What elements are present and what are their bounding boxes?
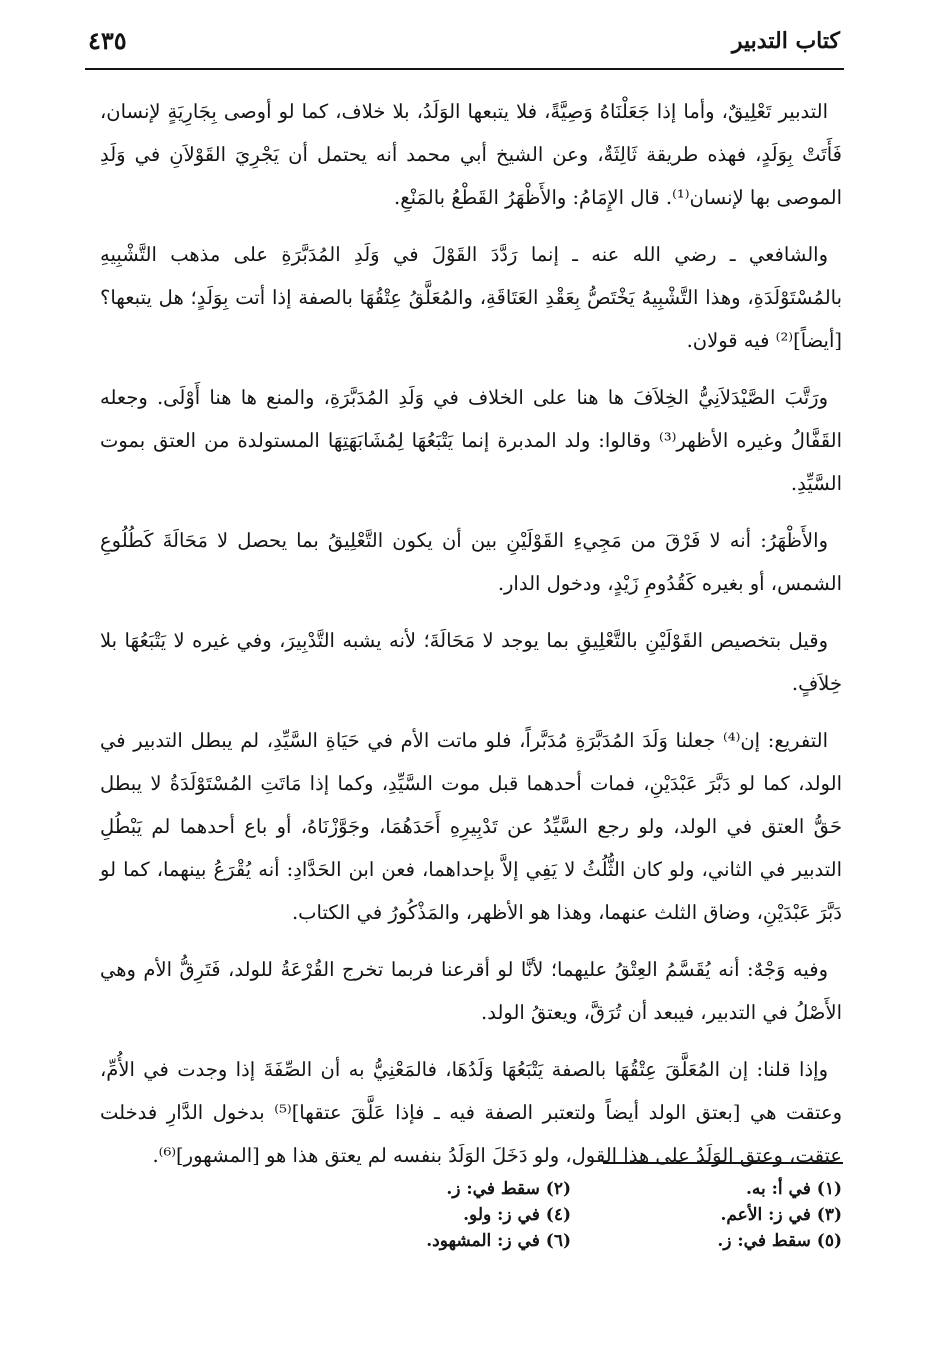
footnote-row (300, 1202, 842, 1228)
paragraph: التدبير تَعْلِيقٌ، وأما إذا جَعَلْنَاهُ وَصِيَّةً، فلا يتبعها الوَلَدُ، بلا خلاف، كما لو أوصى بِجَارِيَةٍ لإنسان، فَأَتَتْ بِوَلَدٍ، فهذه طريقة ثَالِثَةٌ، وعن الشيخ أبي محمد أنه يحتمل أن يَجْرِيَ القَوْلاَنِ في وَلَدِ الموصى بها لإنسان⁽¹⁾. قال الإِمَامُ: والأَظْهَرُ القَطْعُ بالمَنْعِ. (100, 100, 842, 209)
footnote-row (300, 1228, 842, 1254)
footnote: (١) في أ: به. (745, 1179, 842, 1199)
page-number: ٤٣٥ (88, 26, 127, 55)
header-divider (85, 68, 844, 70)
footnote: (٣) في ز: الأعم. (720, 1205, 842, 1225)
paragraph: وفيه وَجْهٌ: أنه يُقَسَّمُ العِتْقُ عليهما؛ لأنَّا لو أقرعنا فربما تخرج القُرْعَةُ للولد، فَتَرِقُّ الأم وهي الأَصْلُ في التدبير، فيبعد أن تُرَقَّ، ويعتقُ الولد. (100, 958, 842, 1024)
paragraph: وقيل بتخصيص القَوْلَيْنِ بالتَّعْلِيقِ بما يوجد لا مَحَالَةَ؛ لأنه يشبه التَّدْبِيرَ، وفي غيره لا يَتْبَعُهَا بلا خِلاَفٍ. (100, 629, 842, 695)
paragraph: التفريع: إن⁽⁴⁾ جعلنا وَلَدَ المُدَبَّرَةِ مُدَبَّراً، فلو ماتت الأم في حَيَاةِ السَّيِّدِ، لم يبطل التدبير في الولد، كما لو دَبَّرَ عَبْدَيْنِ، فمات أحدهما قبل موت السَّيِّدِ، وكما إذا مَاتَتِ المُسْتَوْلَدَةُ لا يبطل حَقُّ العتق في الولد، ولو رجع السَّيِّدُ عن تَدْبِيرِهِ أَحَدَهُمَا، وجَوَّزْنَاهُ، أو باع أحدهما لم يَبْطُلِ التدبير في الثاني، ولو كان الثُّلُثُ لا يَفِي إلاَّ بإحداهما، فعن ابن الحَدَّادِ: أنه يُقْرَعُ بينهما، كما لو دَبَّرَ عَبْدَيْنِ، وضاق الثلث عنهما، وهذا هو الأظهر، والمَذْكُورُ في الكتاب. (100, 729, 842, 924)
footnote: (٤) في ز: ولو. (463, 1205, 571, 1225)
main-text (100, 90, 842, 1191)
running-header-title: كتاب التدبير (731, 28, 840, 54)
footnote-divider (603, 1162, 843, 1164)
footnote: (٦) في ز: المشهود. (426, 1231, 571, 1251)
footnote: (٥) سقط في: ز. (717, 1231, 842, 1251)
paragraph: والشافعي ـ رضي الله عنه ـ إنما رَدَّدَ القَوْلَ في وَلَدِ المُدَبَّرَةِ على مذهب التَّشْبِيهِ بالمُسْتَوْلَدَةِ، وهذا التَّشْبِيهُ يَخْتَصُّ بِعَقْدِ العَتَاقَةِ، والمُعَلَّقُ عِتْقُهَا بالصفة إذا أتت بِوَلَدٍ؛ هل يتبعها؟ [أيضاً]⁽²⁾ فيه قولان. (100, 243, 842, 352)
paragraph: ورَتَّبَ الصَّيْدَلاَنِيُّ الخِلاَفَ ها هنا على الخلاف في وَلَدِ المُدَبَّرَةِ، والمنع ها هنا أَوْلَى. وجعله القَفَّالُ وغيره الأظهر⁽³⁾ وقالوا: ولد المدبرة إنما يَتْبَعُهَا لِمُشَابَهَتِهَا المستولدة من العتق بموت السَّيِّدِ. (100, 386, 842, 495)
paragraph: وإذا قلنا: إن المُعَلَّقَ عِتْقُهَا بالصفة يَتْبَعُهَا وَلَدُهَا، فالمَعْنِيُّ به أن الصِّفَةَ إذا وجدت في الأُمِّ، وعتقت هي [بعتق الولد أيضاً ولتعتبر الصفة فيه ـ فإذا عَلَّقَ عتقها]⁽⁵⁾ بدخول الدَّارِ فدخلت عتقت، وعتق الوَلَدُ على هذا القول، ولو دَخَلَ الوَلَدُ بنفسه لم يعتق هذا هو [المشهور]⁽⁶⁾. (100, 1058, 842, 1167)
footnotes (300, 1176, 842, 1254)
paragraph: والأَظْهَرُ: أنه لا فَرْقَ من مَجِيءِ القَوْلَيْنِ بين أن يكون التَّعْلِيقُ بما يحصل لا مَحَالَةَ كَطُلُوعِ الشمس، أو بغيره كَقُدُومِ زَيْدٍ، ودخول الدار. (100, 529, 842, 595)
footnote-row (300, 1176, 842, 1202)
footnote: (٢) سقط في: ز. (446, 1179, 571, 1199)
